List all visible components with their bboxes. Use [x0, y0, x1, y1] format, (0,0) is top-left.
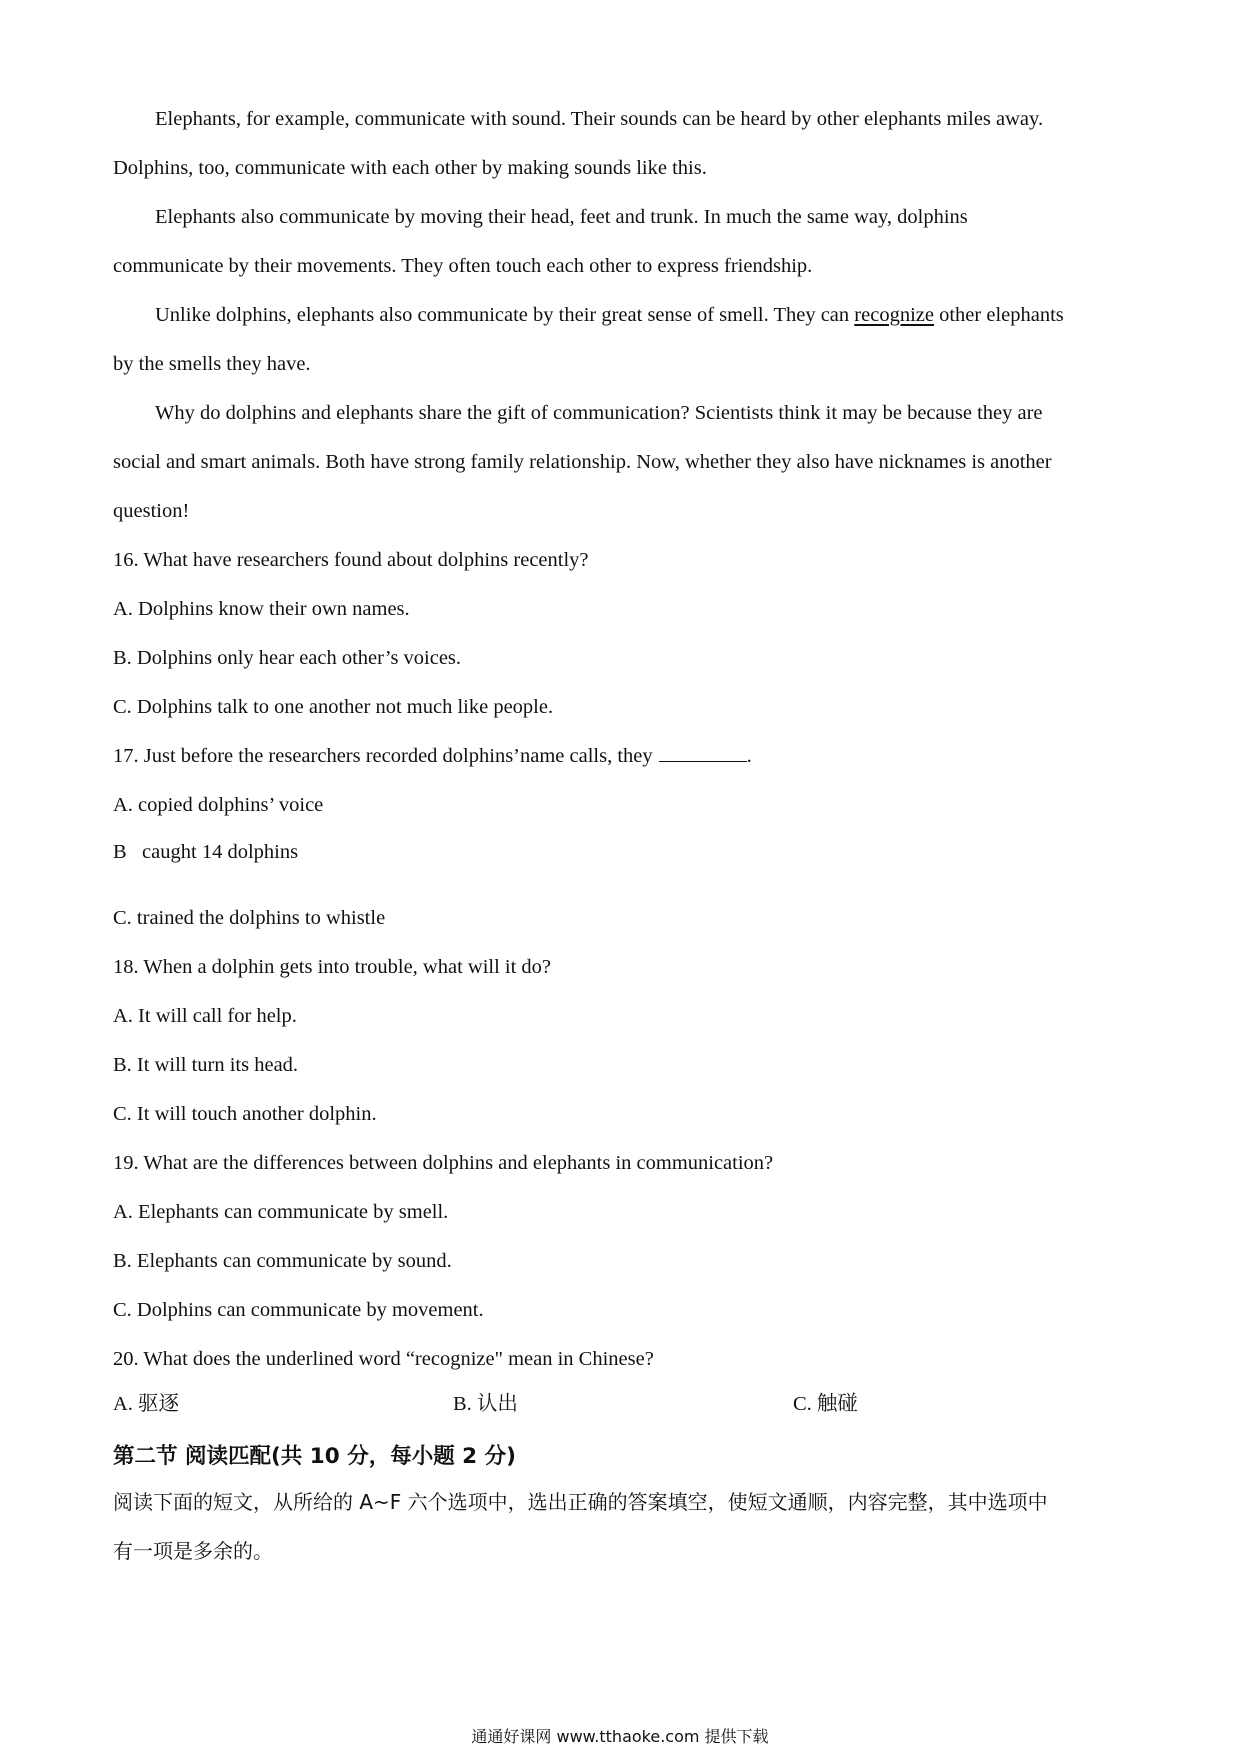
- passage-p4-line1: Why do dolphins and elephants share the gift of communication? Scientists think it may be because they are: [155, 402, 1043, 424]
- question-20-option-b: B. 认出: [453, 1393, 518, 1415]
- passage-p2-line2: communicate by their movements. They often touch each other to express friendship.: [113, 255, 813, 277]
- passage-p1-line2: Dolphins, too, communicate with each other by making sounds like this.: [113, 157, 707, 179]
- section-2-instruction-line1: 阅读下面的短文，从所给的 A~F 六个选项中，选出正确的答案填空，使短文通顺，内容完整，其中选项中: [113, 1490, 1048, 1514]
- question-20-stem: 20. What does the underlined word “recognize" mean in Chinese?: [113, 1348, 654, 1370]
- underlined-word-recognize: recognize: [854, 304, 934, 326]
- question-18-option-b: B. It will turn its head.: [113, 1054, 299, 1076]
- question-19-option-b: B. Elephants can communicate by sound.: [113, 1250, 452, 1272]
- question-16-option-a: A. Dolphins know their own names.: [113, 598, 410, 620]
- section-2-heading: 第二节 阅读匹配(共 10 分，每小题 2 分): [113, 1444, 516, 1469]
- section-2-instruction-line2: 有一项是多余的。: [113, 1539, 273, 1563]
- question-16-option-c: C. Dolphins talk to one another not much like people.: [113, 696, 554, 718]
- passage-p4-line3: question!: [113, 500, 190, 522]
- question-17-stem-end: .: [746, 745, 752, 767]
- passage-p2-line1: Elephants also communicate by moving their head, feet and trunk. In much the same way, dolphins: [155, 206, 968, 228]
- question-17-option-c: C. trained the dolphins to whistle: [113, 907, 386, 929]
- question-18-option-c: C. It will touch another dolphin.: [113, 1103, 377, 1125]
- question-17-stem: [113, 742, 752, 770]
- passage-p4-line2: social and smart animals. Both have strong family relationship. Now, whether they also have nicknames is another: [113, 451, 1052, 473]
- question-19-option-a: A. Elephants can communicate by smell.: [113, 1201, 449, 1223]
- passage-p1-line1: Elephants, for example, communicate with sound. Their sounds can be heard by other elephants miles away.: [155, 108, 1044, 130]
- question-20-option-c: C. 触碰: [793, 1393, 858, 1415]
- answer-blank: [659, 743, 747, 762]
- question-20-option-a: A. 驱逐: [113, 1393, 180, 1415]
- question-19-stem: 19. What are the differences between dolphins and elephants in communication?: [113, 1152, 774, 1174]
- passage-p3-before: Unlike dolphins, elephants also communicate by their great sense of smell. They can: [155, 304, 855, 326]
- page-footer: 通通好课网 www.tthaoke.com 提供下载: [471, 1727, 769, 1746]
- passage-p3-line2: by the smells they have.: [113, 353, 311, 375]
- question-18-option-a: A. It will call for help.: [113, 1005, 297, 1027]
- question-16-option-b: B. Dolphins only hear each other’s voices.: [113, 647, 462, 669]
- passage-p3-after: other elephants: [933, 304, 1064, 326]
- question-18-stem: 18. When a dolphin gets into trouble, what will it do?: [113, 956, 552, 978]
- question-17-option-a: A. copied dolphins’ voice: [113, 794, 324, 816]
- question-16-stem: 16. What have researchers found about dolphins recently?: [113, 549, 589, 571]
- question-17-stem-text: 17. Just before the researchers recorded dolphins’name calls, they: [113, 745, 653, 767]
- question-19-option-c: C. Dolphins can communicate by movement.: [113, 1299, 484, 1321]
- question-17-option-b: B caught 14 dolphins: [113, 841, 299, 863]
- passage-p3-line1: [155, 301, 1064, 329]
